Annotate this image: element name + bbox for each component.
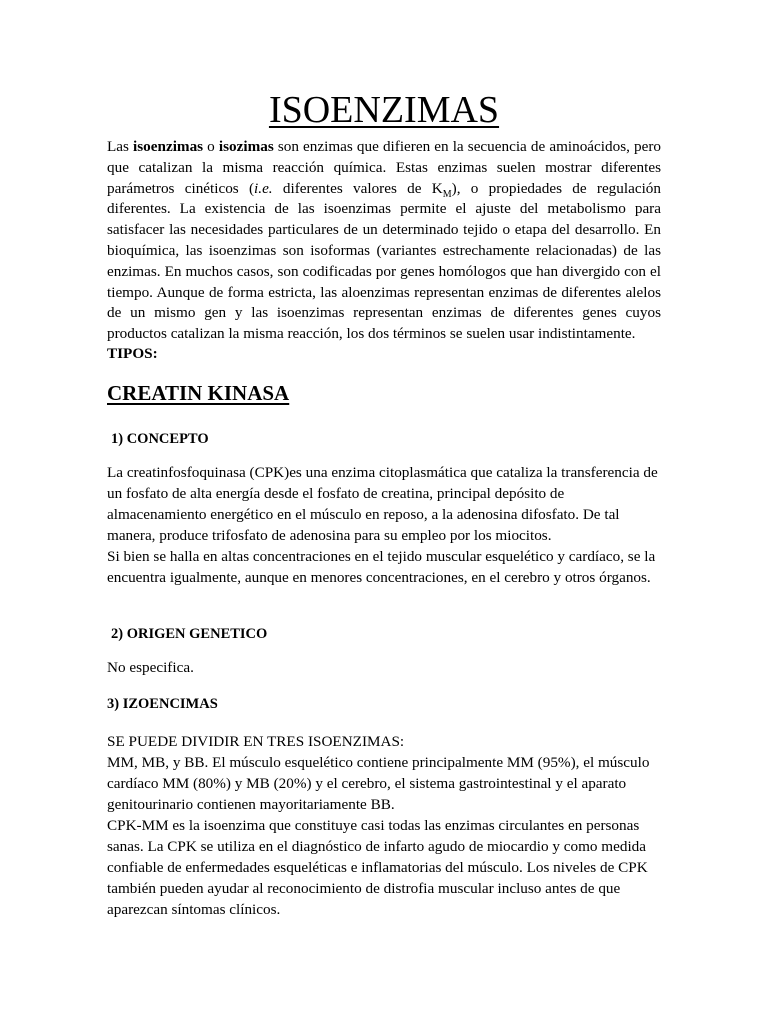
intro-text-4: diferentes valores de K (272, 179, 443, 197)
heading-izoencimas: 3) IZOENCIMAS (107, 696, 218, 712)
concepto-body (107, 462, 667, 588)
intro-km-subscript: M (442, 188, 452, 200)
heading-concepto: 1) CONCEPTO (111, 431, 209, 447)
izoencimas-paragraph-1: SE PUEDE DIVIDIR EN TRES ISOENZIMAS: (107, 733, 405, 750)
intro-text-1: Las (107, 138, 134, 155)
izoencimas-paragraph-2: MM, MB, y BB. El músculo esquelético contiene principalmente MM (95%), el músculo cardíaco MM (80%) y MB (20%) y el cerebro, el sistema gastrointestinal y el aparato genitourinario contienen mayoritariamente BB. (107, 754, 650, 813)
document-title (0, 88, 768, 132)
concepto-paragraph-1: La creatinfosfoquinasa (CPK)es una enzima citoplasmática que cataliza la transferencia de un fosfato de alta energía desde el fosfato de creatina, principal depósito de almacenamiento energético en el músculo en reposo, a la adenosina difosfato. De tal manera, produce trifosfato de adenosina para su empleo por los miocitos. (107, 464, 658, 544)
intro-term-isozimas: isozimas (218, 138, 274, 155)
heading-origen-genetico: 2) ORIGEN GENETICO (111, 626, 268, 642)
section-title-creatin-kinasa: CREATIN KINASA (107, 381, 290, 405)
origen-text: No especifica. (107, 659, 194, 676)
tipos-label: TIPOS: (107, 345, 158, 362)
intro-text-5: ), o propiedades de regulación diferentes. La existencia de las isoenzimas permite el ajuste del metabolismo para satisfacer las necesidades particulares de un determinado tejido o etapa del desarrollo. En bioquímica, las isoenzimas son isoformas (variantes estrechamente relacionadas) de las enzimas. En muchos casos, son codificadas por genes homólogos que han divergido con el tiempo. Aunque de forma estricta, las aloenzimas representan enzimas de diferentes alelos de un mismo gen y las isoenzimas representan enzimas de diferentes genes cuyos productos catalizan la misma reacción, los dos términos se suelen usar indistintamente. (107, 179, 661, 343)
izoencimas-body (107, 731, 667, 920)
intro-term-isoenzimas: isoenzimas (133, 138, 204, 155)
document-title-text: ISOENZIMAS (268, 89, 500, 131)
intro-text-2: o (203, 138, 219, 155)
concepto-paragraph-2: Si bien se halla en altas concentraciones en el tejido muscular esquelético y cardíaco, se la encuentra igualmente, aunque en menores concentraciones, en el cerebro y otros órganos. (107, 548, 656, 586)
izoencimas-paragraph-3: CPK-MM es la isoenzima que constituye casi todas las enzimas circulantes en personas sanas. La CPK se utiliza en el diagnóstico de infarto agudo de miocardio y como medida confiable de enfermedades esqueléticas e inflamatorias del músculo. Los niveles de CPK también pueden ayudar al reconocimiento de distrofia muscular incluso antes de que aparezcan síntomas clínicos. (107, 817, 648, 918)
intro-paragraph (107, 137, 661, 345)
intro-ie: i.e. (254, 179, 273, 197)
origen-body (107, 657, 667, 678)
intro-text-3: son enzimas que difieren en la secuencia de aminoácidos, pero que catalizan la misma reacción química. Estas enzimas suelen mostrar diferentes parámetros cinéticos ( (107, 138, 661, 197)
